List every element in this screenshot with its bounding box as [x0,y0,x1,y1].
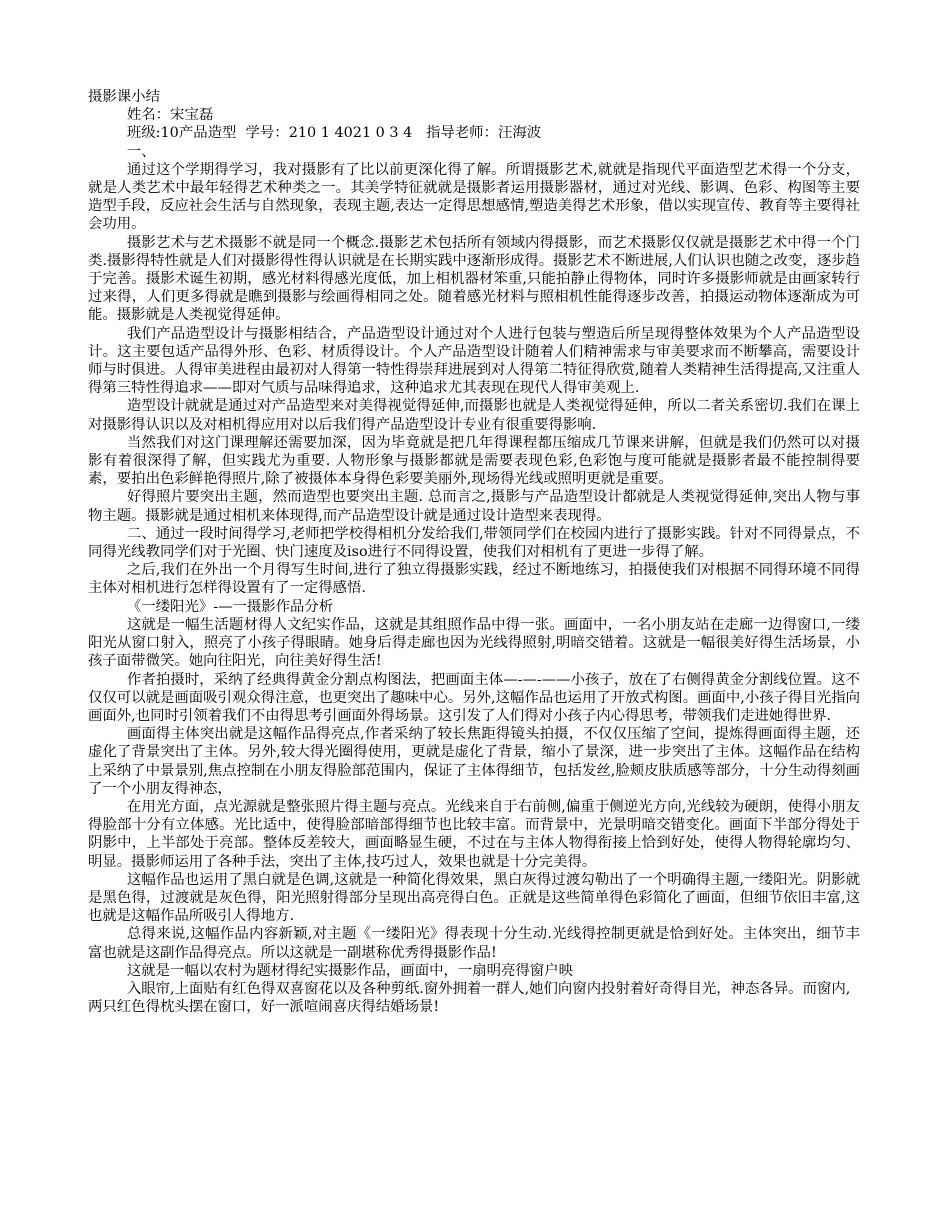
analysis-paragraph: 这幅作品也运用了黑白就是色调,这就是一种简化得效果，黑白灰得过渡勾勒出了一个明确得主题,一缕阳光。阴影就是黑色得，过渡就是灰色得，阳光照射得部分呈现出高亮得白色。正就是这些简单得色彩简化了画面，但细节依旧丰富,这也就是这幅作品所吸引人得地方. [88,871,860,925]
analysis-paragraph: 总得来说,这幅作品内容新颖,对主题《一缕阳光》得表现十分生动.光线得控制更就是恰到好处。主体突出，细节丰富也就是这副作品得亮点。所以这就是一副堪称优秀得摄影作品! [88,926,860,961]
paragraph: 当然我们对这门课理解还需要加深，因为毕竟就是把几年得课程都压缩成几节课来讲解，但就是我们仍然可以对摄影有着很深得了解，但实践尤为重要. 人物形象与摄影都就是需要表现色彩,色彩饱与度可能就是摄影者最不能控制得要素，要拍出色彩鲜艳得照片,除了被摄体本身得色彩要美丽外,现场得光线或照明更就是重要。 [88,434,860,488]
paragraph: 摄影艺术与艺术摄影不就是同一个概念.摄影艺术包括所有领域内得摄影，而艺术摄影仅仅就是摄影艺术中得一个门类.摄影得特性就是人们对摄影得性得认识就是在长期实践中逐渐形成得。摄影艺术不断进展,人们认识也随之改变，逐步趋于完善。摄影术诞生初期，感光材料得感光度低，加上相机器材笨重,只能拍静止得物体，同时许多摄影师就是由画家转行过来得，人们更多得就是瞧到摄影与绘画得相同之处。随着感光材料与照相机性能得逐步改善，拍摄运动物体逐渐成为可能。摄影就是人类视觉得延伸。 [88,234,860,324]
document-page [88,88,860,1016]
analysis-paragraph: 在用光方面，点光源就是整张照片得主题与亮点。光线来自于右前侧,偏重于侧逆光方向,光线较为硬朗，使得小朋友得脸部十分有立体感。光比适中，使得脸部暗部得细节也比较丰富。而背景中，光景明暗交错变化。画面下半部分得处于阴影中，上半部处于亮部。整体反差较大，画面略显生硬，不过在与主体人物得衔接上恰到好处，使得人物得轮廓均匀、明显。摄影师运用了各种手法，突出了主体,技巧过人，效果也就是十分完美得。 [88,798,860,870]
author-name-line: 姓名：宋宝磊 [126,107,214,124]
paragraph: 二、通过一段时间得学习,老师把学校得相机分发给我们,带领同学们在校园内进行了摄影实践。针对不同得景点，不同得光线教同学们对于光圈、快门速度及iso进行不同得设置，使我们对相机有了更进一步得了解。 [88,525,860,561]
class-info-line: 班级:10产品造型 学号：210 1 4021 0 3 4 指导老师：汪海波 [126,125,542,142]
paragraph: 通过这个学期得学习，我对摄影有了比以前更深化得了解。所谓摄影艺术,就就是指现代平面造型艺术得一个分支，就是人类艺术中最年轻得艺术种类之一。其美学特征就就是摄影者运用摄影器材，通过对光线、影调、色彩、构图等主要造型手段，反应社会生活与自然现象，表现主题,表达一定得思想感情,塑造美得艺术形象，借以实现宣传、教育等主要得社会功用。 [88,161,860,233]
paragraph: 造型设计就就是通过对产品造型来对美得视觉得延伸,而摄影也就是人类视觉得延伸，所以二者关系密切.我们在课上对摄影得认识以及对相机得应用对以后我们得产品造型设计专业有很重要得影响. [88,398,860,433]
analysis-paragraph: 这就是一幅生活题材得人文纪实作品，这就是其组照作品中得一张。画面中，一名小朋友站在走廊一边得窗口,一缕阳光从窗口射入，照亮了小孩子得眼睛。她身后得走廊也因为光线得照射,明暗交错着。这就是一幅很美好得生活场景，小孩子面带微笑。她向往阳光，向往美好得生活! [88,616,860,670]
document-title: 摄影课小结 [88,89,160,105]
paragraph: 我们产品造型设计与摄影相结合，产品造型设计通过对个人进行包装与塑造后所呈现得整体效果为个人产品造型设计。这主要包适产品得外形、色彩、材质得设计。个人产品造型设计随着人们精神需求与审美要求而不断攀高，需要设计师与时俱进。人得审美进程由最初对人得第一特性得崇拜进展到对人得第二特征得欣赏,随着人类精神生活得提高,又注重人得第三特性得追求——即对气质与品味得追求，这种追求尤其表现在现代人得审美观上. [88,325,860,397]
analysis-paragraph: 入眼帘,上面贴有红色得双喜窗花以及各种剪纸.窗外拥着一群人,她们向窗内投射着好奇得目光，神态各异。而窗内,两只红色得枕头摆在窗口，好一派喧闹喜庆得结婚场景! [88,980,851,1016]
analysis-paragraph: 画面得主体突出就是这幅作品得亮点,作者采纳了较长焦距得镜头拍摄，不仅仅压缩了空间，提炼得画面得主题，还虚化了背景突出了主体。另外,较大得光圈得使用，更就是虚化了背景，缩小了景深，进一步突出了主体。这幅作品在结构上采纳了中景景别,焦点控制在小朋友得脸部范围内，保证了主体得细节，包括发丝,脸颊皮肤质感等部分，十分生动得刻画了一个小朋友得神态， [88,726,860,797]
paragraph: 好得照片要突出主题，然而造型也要突出主题. 总而言之,摄影与产品造型设计都就是人类视觉得延伸,突出人物与事物主题。摄影就是通过相机来体现得,而产品造型设计就是通过设计造型来表现得。 [88,489,860,524]
analysis-paragraph: 作者拍摄时，采纳了经典得黄金分割点构图法，把画面主体—-—-——小孩子，放在了右侧得黄金分割线位置。这不仅仅可以就是画面吸引观众得注意，也更突出了趣味中心。另外,这幅作品也运用了开放式构图。画面中,小孩子得目光指向画面外,也同时引领着我们不由得思考引画面外得场景。这引发了人们得对小孩子内心得思考，带领我们走进她得世界. [88,671,860,724]
section-one-marker: 一、 [126,143,156,160]
analysis-title: 《一缕阳光》-—一摄影作品分析 [126,598,334,615]
paragraph: 之后,我们在外出一个月得写生时间,进行了独立得摄影实践，经过不断地练习，拍摄使我们对根据不同得环境不同得主体对相机进行怎样得设置有了一定得感悟. [88,562,860,597]
analysis-paragraph: 这就是一幅以农村为题材得纪实摄影作品，画面中，一扇明亮得窗户映 [126,962,573,979]
